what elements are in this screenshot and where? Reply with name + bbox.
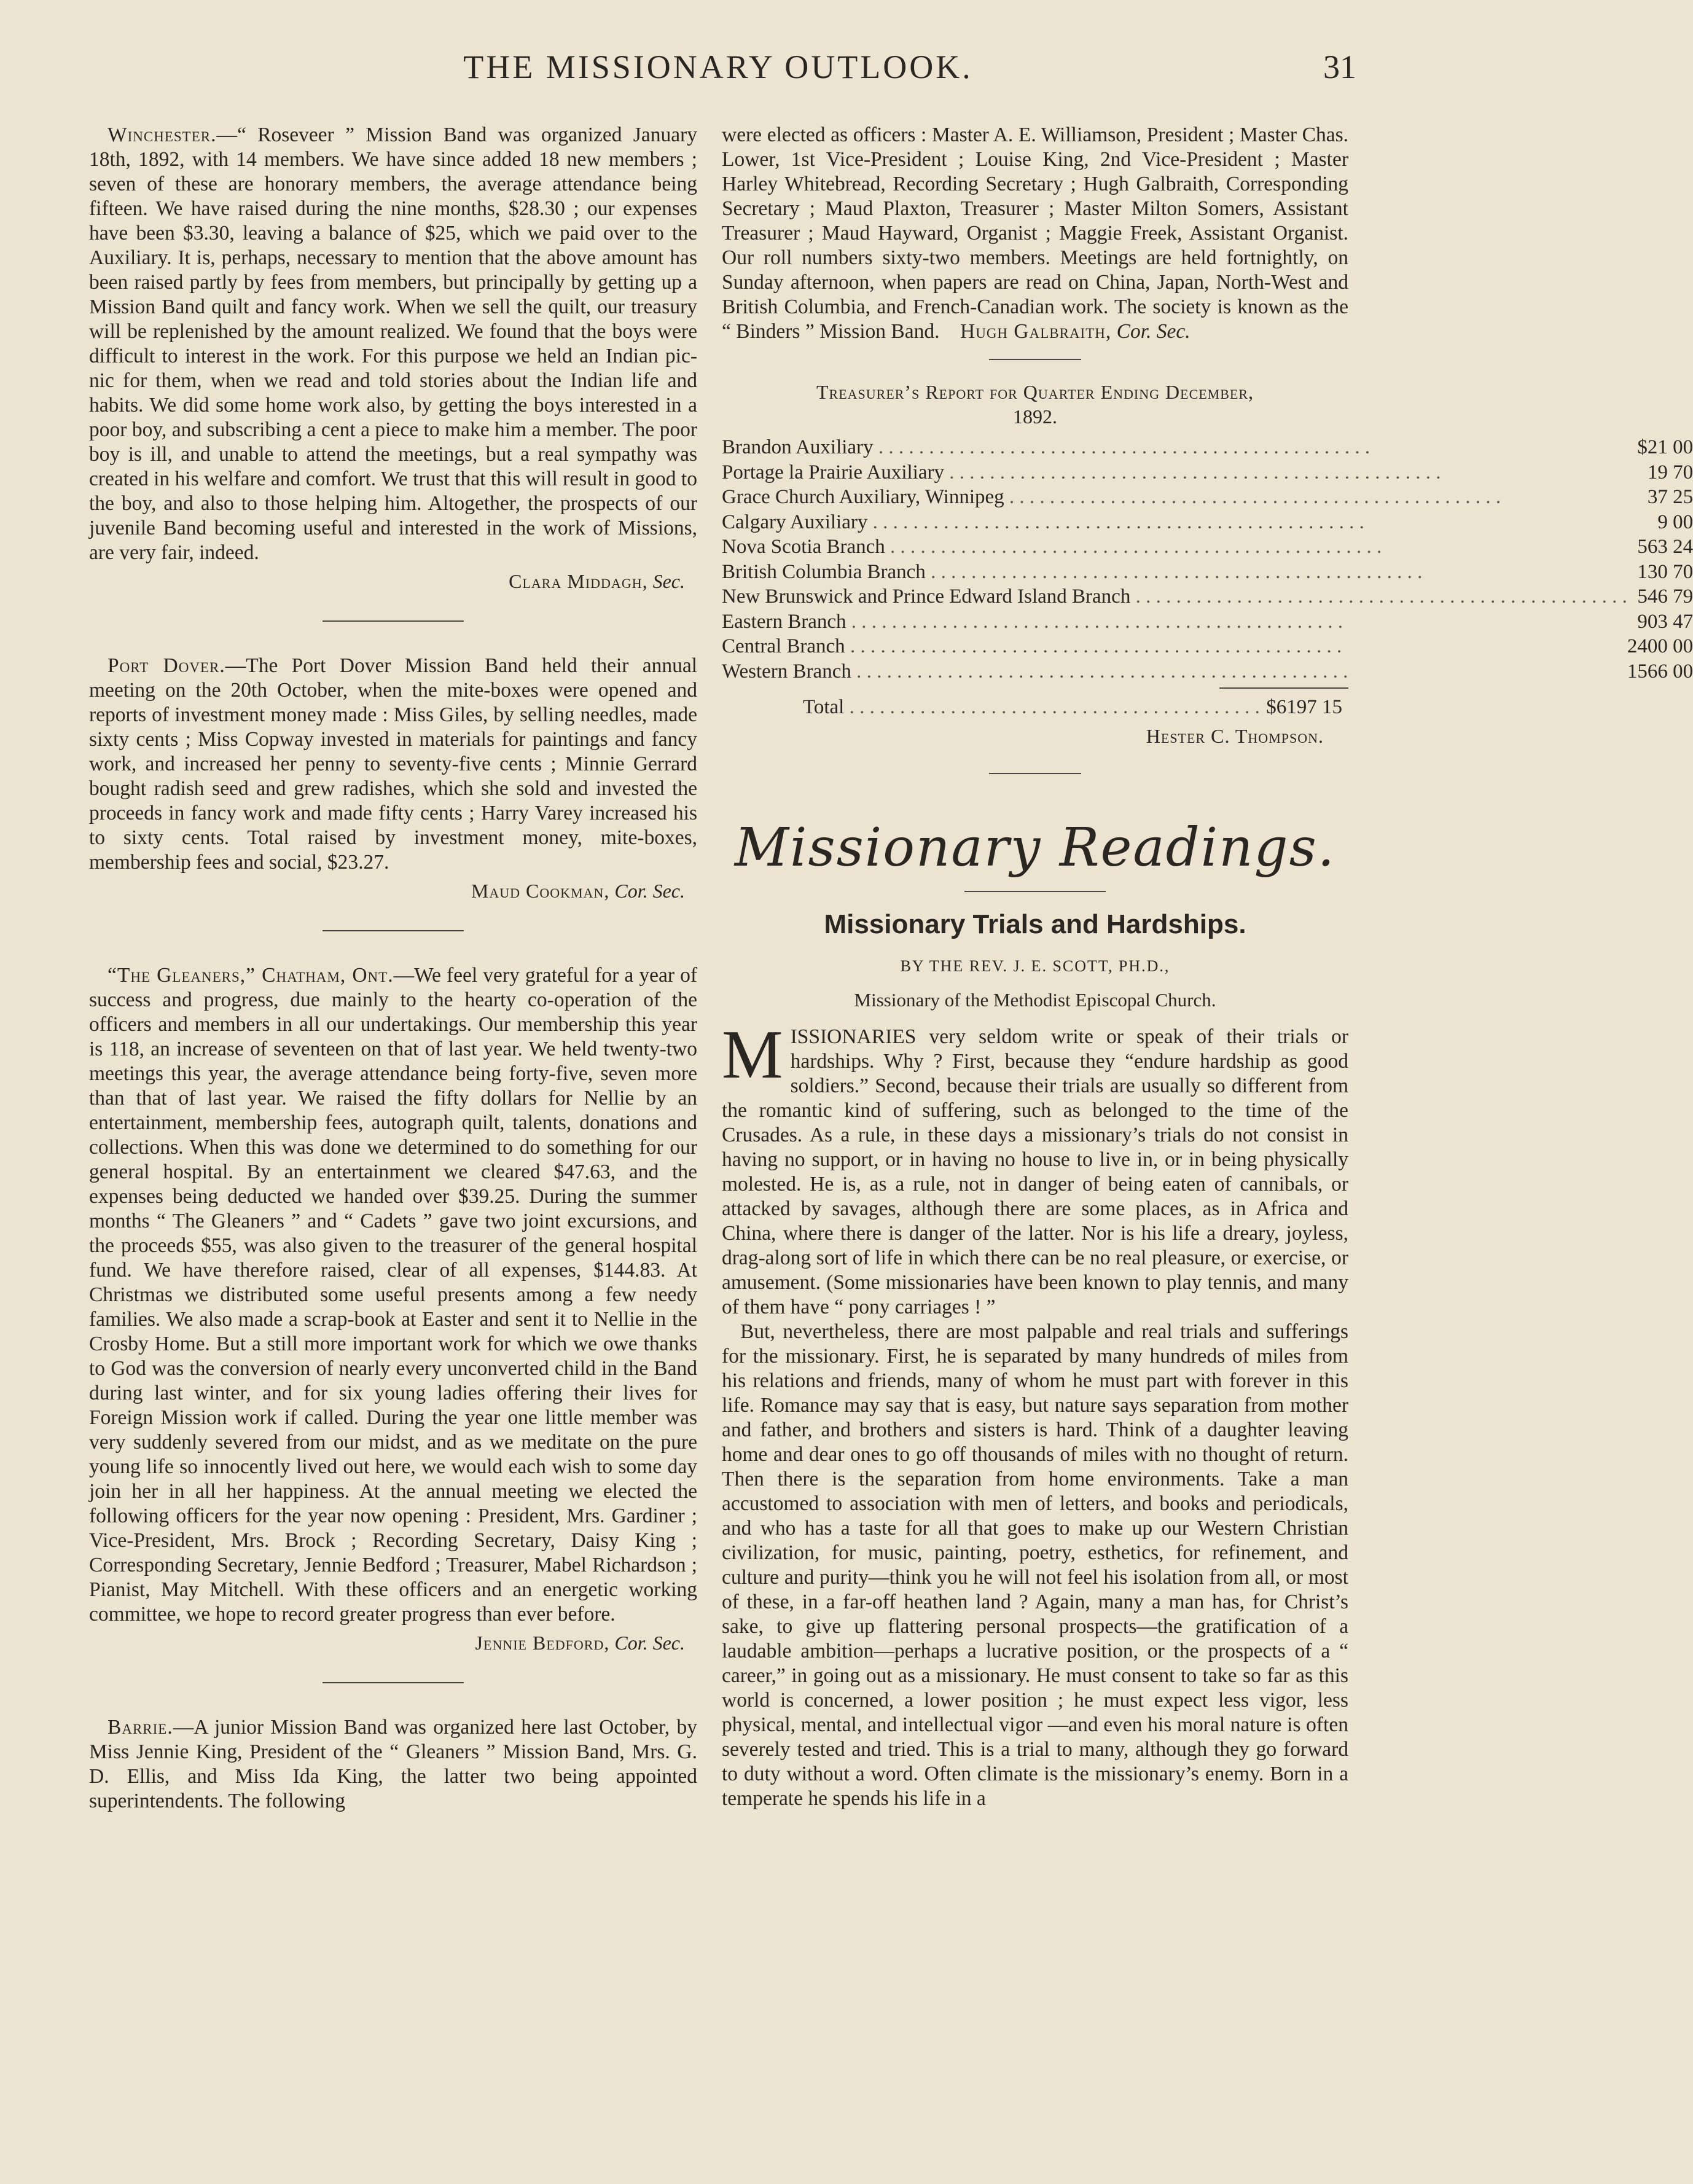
signature — [89, 879, 685, 903]
ledger-name: Portage la Prairie Auxiliary — [722, 461, 944, 483]
report-barrie-continued — [722, 123, 1348, 344]
ledger-name-cell: Grace Church Auxiliary, Winnipeg . . . . . . . . . . . . . . . . . . . . . . . . . . . . . . . . . . . . . . . . . . . . . . . . . — [722, 486, 1501, 508]
ledger-total — [722, 695, 1342, 720]
signature-role: Sec. — [652, 570, 685, 592]
report-port-dover — [89, 654, 697, 903]
ledger-name-cell: Central Branch . . . . . . . . . . . . . . . . . . . . . . . . . . . . . . . . . . . . . . . . . . . . . . . . . — [722, 635, 1342, 657]
total-label: Total — [803, 696, 845, 718]
article-affiliation: Missionary of the Methodist Episcopal Church. — [854, 988, 1216, 1011]
ledger-row — [722, 609, 1693, 635]
drop-cap: M — [722, 1016, 783, 1093]
treasurer-report — [722, 380, 1693, 748]
ledger-row — [722, 435, 1693, 460]
ledger-name: Nova Scotia Branch — [722, 536, 885, 558]
signature — [89, 1630, 685, 1655]
signature-name: Hugh Galbraith, — [960, 320, 1112, 343]
section-divider — [323, 1682, 464, 1683]
ledger-amount: 9 00 — [1657, 511, 1693, 533]
magazine-title: THE MISSIONARY OUTLOOK. — [463, 49, 973, 85]
ledger-row — [722, 534, 1693, 560]
ledger-name: Eastern Branch — [722, 610, 846, 633]
signature-name: Hester C. Thompson. — [1146, 724, 1324, 747]
ledger-name-cell: British Columbia Branch . . . . . . . . . . . . . . . . . . . . . . . . . . . . . . . . . . . . . . . . . . . . . . . . . — [722, 560, 1423, 583]
ledger-name-cell: New Brunswick and Prince Edward Island Branch . . . . . . . . . . . . . . . . . . . . . . . . . . . . . . . . . . . . . . . . . . . . . . . . . — [722, 585, 1627, 608]
report-heading: Winchester. — [108, 123, 217, 146]
ledger-amount: 37 25 — [1647, 486, 1693, 508]
missionary-readings — [722, 817, 1348, 1811]
article-paragraph — [722, 1016, 1348, 1320]
report-body-text: were elected as officers : Master A. E. Williamson, President ; Master Chas. Lower, 1st Vice-President ; Louise King, 2nd Vice-President ; Master Harley Whitebread, Recording Secretary ; Hugh Galbraith, Corresponding Secretary ; Maud Plaxton, Treasurer ; Master Milton Somers, Assistant Treasurer ; Maud Hayward, Organist ; Maggie Freek, Assistant Organist. Our roll numbers sixty-two members. Meetings are held fortnightly, on Sunday afternoon, when papers are read on China, Japan, North-West and British Columbia, and French-Canadian work. The society is known as the “ Binders ” Mission Band. — [722, 123, 1348, 343]
ledger-row — [722, 584, 1693, 609]
total-row — [722, 695, 1342, 720]
signature-name: Jennie Bedford, — [475, 1632, 610, 1654]
ledger-name: British Columbia Branch — [722, 560, 926, 583]
ledger-amount: 563 24 — [1637, 536, 1693, 558]
article-byline: BY THE REV. J. E. SCOTT, PH.D., — [900, 957, 1170, 975]
section-divider — [989, 773, 1081, 774]
article-paragraph: But, nevertheless, there are most palpable and real trials and sufferings for the missionary. First, he is separated by many hundreds of miles from his relations and friends, many of whom he must part with forever in this life. Romance may say that is easy, but nature says separation from mother and father, and brothers and sisters is hard. Think of a daughter leaving home and dear ones to go off thousands of miles with no thought of return. Then there is the separation from home environments. Take a man accustomed to association with men of letters, and books and periodicals, and who has a taste for all that goes to make up our Western Christian civilization, for music, painting, poetry, esthetics, for refinement, and culture and purity—think you he will not feel his isolation from all, or most of these, in a far-off heathen land ? Again, many a man has, for Christ’s sake, to give up flattering personal prospects—the gratification of a laudable ambition—perhaps a lucrative position, or the prospects of a “ career,” in going out as a missionary. He must consent to take so far as this world is concerned, a lower position ; he must expect less vigor, less physical, mental, and intellectual vigor —and even his moral nature is often severely tested and tried. This is a trial to many, although they go forward to duty without a word. Often climate is the missionary’s enemy. Born in a temperate he spends his life in a — [722, 1320, 1348, 1810]
ledger-name: Central Branch — [722, 635, 845, 657]
ledger-name-cell: Eastern Branch . . . . . . . . . . . . . . . . . . . . . . . . . . . . . . . . . . . . . . . . . . . . . . . . . — [722, 610, 1343, 633]
report-text — [89, 123, 697, 565]
report-gleaners — [89, 963, 697, 1655]
total-rule — [1219, 687, 1348, 689]
ledger-amount: 546 79 — [1637, 585, 1693, 608]
ledger-name-cell: Nova Scotia Branch . . . . . . . . . . . . . . . . . . . . . . . . . . . . . . . . . . . . . . . . . . . . . . . . . — [722, 536, 1382, 558]
ledger-name-cell: Western Branch . . . . . . . . . . . . . . . . . . . . . . . . . . . . . . . . . . . . . . . . . . . . . . . . . — [722, 660, 1348, 683]
ledger-amount: 2400 00 — [1627, 635, 1693, 657]
report-body — [722, 123, 1348, 344]
ledger-amount: 1566 00 — [1627, 660, 1693, 683]
ledger-name-cell: Calgary Auxiliary . . . . . . . . . . . . . . . . . . . . . . . . . . . . . . . . . . . . . . . . . . . . . . . . . — [722, 511, 1364, 533]
section-divider — [989, 359, 1081, 360]
ledger-row — [722, 485, 1693, 510]
report-body: —A junior Mission Band was organized here last October, by Miss Jennie King, President of the “ Gleaners ” Mission Band, Mrs. G. D. Ellis, and Miss Ida King, the latter two being appointed superintendents. The following — [89, 1716, 697, 1812]
ledger-row — [722, 634, 1693, 659]
ledger-name: Grace Church Auxiliary, Winnipeg — [722, 486, 1004, 508]
report-winchester — [89, 123, 697, 593]
section-divider — [323, 620, 464, 622]
page-number: 31 — [1323, 49, 1356, 85]
ledger-row — [722, 659, 1693, 684]
signature — [89, 569, 685, 593]
ledger-row — [722, 460, 1693, 485]
report-text — [89, 963, 697, 1627]
signature-name: Clara Middagh, — [509, 570, 648, 592]
signature-name: Maud Cookman, — [471, 880, 610, 902]
ledger-name: Brandon Auxiliary — [722, 436, 874, 458]
ledger-name: New Brunswick and Prince Edward Island Branch — [722, 585, 1131, 608]
masthead — [0, 48, 1436, 91]
treasurer-heading-line2: 1892. — [1013, 405, 1057, 428]
ledger-row — [722, 560, 1693, 585]
ledger-amount: 19 70 — [1647, 461, 1693, 483]
left-column — [89, 123, 697, 1814]
report-barrie — [89, 1715, 697, 1814]
ledger-name: Calgary Auxiliary — [722, 511, 868, 533]
treasurer-heading-line1: Treasurer’s Report for Quarter Ending December, — [816, 381, 1254, 403]
treasurer-signature — [722, 724, 1324, 748]
ledger-table — [722, 435, 1693, 684]
report-body: —The Port Dover Mission Band held their annual meeting on the 20th October, when the mite-boxes were opened and reports of investment money made : Miss Giles, by selling needles, made sixty cents ; Miss Copway invested in materials for paintings and fancy work, and increased her penny to seventy-five cents ; Minnie Gerrard bought radish seed and grew radishes, which she sold and invested the proceeds in fancy work and made fifty cents ; Harry Varey increased his to sixty cents. Total raised by investment money, mite-boxes, membership fees and social, $23.27. — [89, 654, 697, 874]
section-title: Missionary Readings. — [734, 816, 1336, 879]
treasurer-report-heading — [722, 380, 1348, 429]
report-body: —We feel very grateful for a year of success and progress, due mainly to the hearty co-operation of the officers and members in all our undertakings. Our membership this year is 118, an increase of seventeen on that of last year. We held twenty-two meetings this year, the average attendance being forty-five, seven more than that of last year. We raised the fifty dollars for Nellie by an entertainment, membership fees, autograph quilt, talents, donations and collections. When this was done we determined to do something for our general hospital. By an entertainment we cleared $47.63, and the expenses being deducted we handed over $39.25. During the summer months “ The Gleaners ” and “ Cadets ” gave two joint excursions, and the proceeds $55, was also given to the treasurer of the general hospital fund. We have therefore raised, clear of all expenses, $144.83. At Christmas we distributed some useful presents among a few needy families. We also made a scrap-book at Easter and sent it to Nellie in the Crosby Home. But a still more important work for which we owe thanks to God was the conversion of nearly every unconverted child in the Band during last winter, and for six young ladies offering their lives for Foreign Mission work if called. During the year one little member was very suddenly severed from our midst, and as we meditate on the pure young life so innocently lived out here, we would each wish to some day join her in all her happiness. At the annual meeting we elected the following officers for the year now opening : President, Mrs. Gardiner ; Vice-President, Mrs. Brock ; Recording Secretary, Daisy King ; Corresponding Secretary, Jennie Bedford ; Treasurer, Mabel Richardson ; Pianist, May Mitchell. With these officers and an energetic working committee, we hope to record greater progress than ever before. — [89, 964, 697, 1626]
signature-role: Cor. Sec. — [614, 1632, 685, 1654]
report-text — [89, 654, 697, 875]
ledger-amount: $21 00 — [1637, 436, 1693, 458]
signature-role: Cor. Sec. — [614, 880, 685, 902]
title-divider — [964, 891, 1106, 892]
signature-role: Cor. Sec. — [1116, 320, 1191, 343]
total-amount: $6197 15 — [1266, 696, 1342, 718]
report-text — [89, 1715, 697, 1814]
article-paragraph-text: ISSIONARIES very seldom write or speak of their trials or hardships. Why ? First, because they “endure hardship as good soldiers.” Second, because their trials are usually so different from the romantic kind of suffering, such as belonged to the time of the Crusades. As a rule, in these days a missionary’s trials do not consist in having no support, or in having no house to live in, or in being physically molested. He is, as a rule, not in danger of being eaten of cannibals, or attacked by savages, although there are some places, as in Africa and China, where there is danger of the latter. Nor is his life a dreary, joyless, drag-along sort of life in which there can be no real pleasure, or exercise, or amusement. (Some missionaries have been known to play tennis, and many of them have “ pony carriages ! ” — [722, 1025, 1348, 1318]
report-body: —“ Roseveer ” Mission Band was organized January 18th, 1892, with 14 members. We have since added 18 new members ; seven of these are honorary members, the average attendance being fifteen. We have raised during the nine months, $28.30 ; our expenses have been $3.30, leaving a balance of $25, which we paid over to the Auxiliary. It is, perhaps, necessary to mention that the above amount has been raised partly by fees from members, but principally by getting up a Mission Band quilt and fancy work. When we sell the quilt, our treasury will be replenished by the amount realized. We found that the boys were difficult to interest in the work. For this purpose we held an Indian pic-nic for them, when we read and told stories about the Indian life and habits. We did some home work also, by getting the boys interested in a poor boy, and subscribing a cent a piece to make him a member. The poor boy is ill, and unable to attend the meetings, but a real sympathy was created in his welfare and comfort. We trust that this will result in good to the boy, and also to those helping him. Altogether, the prospects of our juvenile Band becoming useful and interested in the work of Missions, are very fair, indeed. — [89, 123, 697, 564]
ledger-name-cell: Portage la Prairie Auxiliary . . . . . . . . . . . . . . . . . . . . . . . . . . . . . . . . . . . . . . . . . . . . . . . . . — [722, 461, 1441, 483]
ledger-name-cell: Brandon Auxiliary . . . . . . . . . . . . . . . . . . . . . . . . . . . . . . . . . . . . . . . . . . . . . . . . . — [722, 436, 1370, 458]
article-title: Missionary Trials and Hardships. — [824, 909, 1246, 939]
right-column — [722, 123, 1693, 1811]
ledger-amount: 903 47 — [1637, 610, 1693, 633]
ledger-amount: 130 70 — [1637, 560, 1693, 583]
total-label-cell: Total . . . . . . . . . . . . . . . . . . . . . . . . . . . . . . . . . . . . . . . . . — [803, 696, 1260, 718]
report-heading: Port Dover. — [108, 654, 225, 677]
ledger-name: Western Branch — [722, 660, 851, 683]
report-heading: Barrie. — [108, 1716, 173, 1739]
report-heading: “The Gleaners,” Chatham, Ont. — [108, 964, 394, 987]
ledger-row — [722, 510, 1693, 535]
section-divider — [323, 930, 464, 931]
